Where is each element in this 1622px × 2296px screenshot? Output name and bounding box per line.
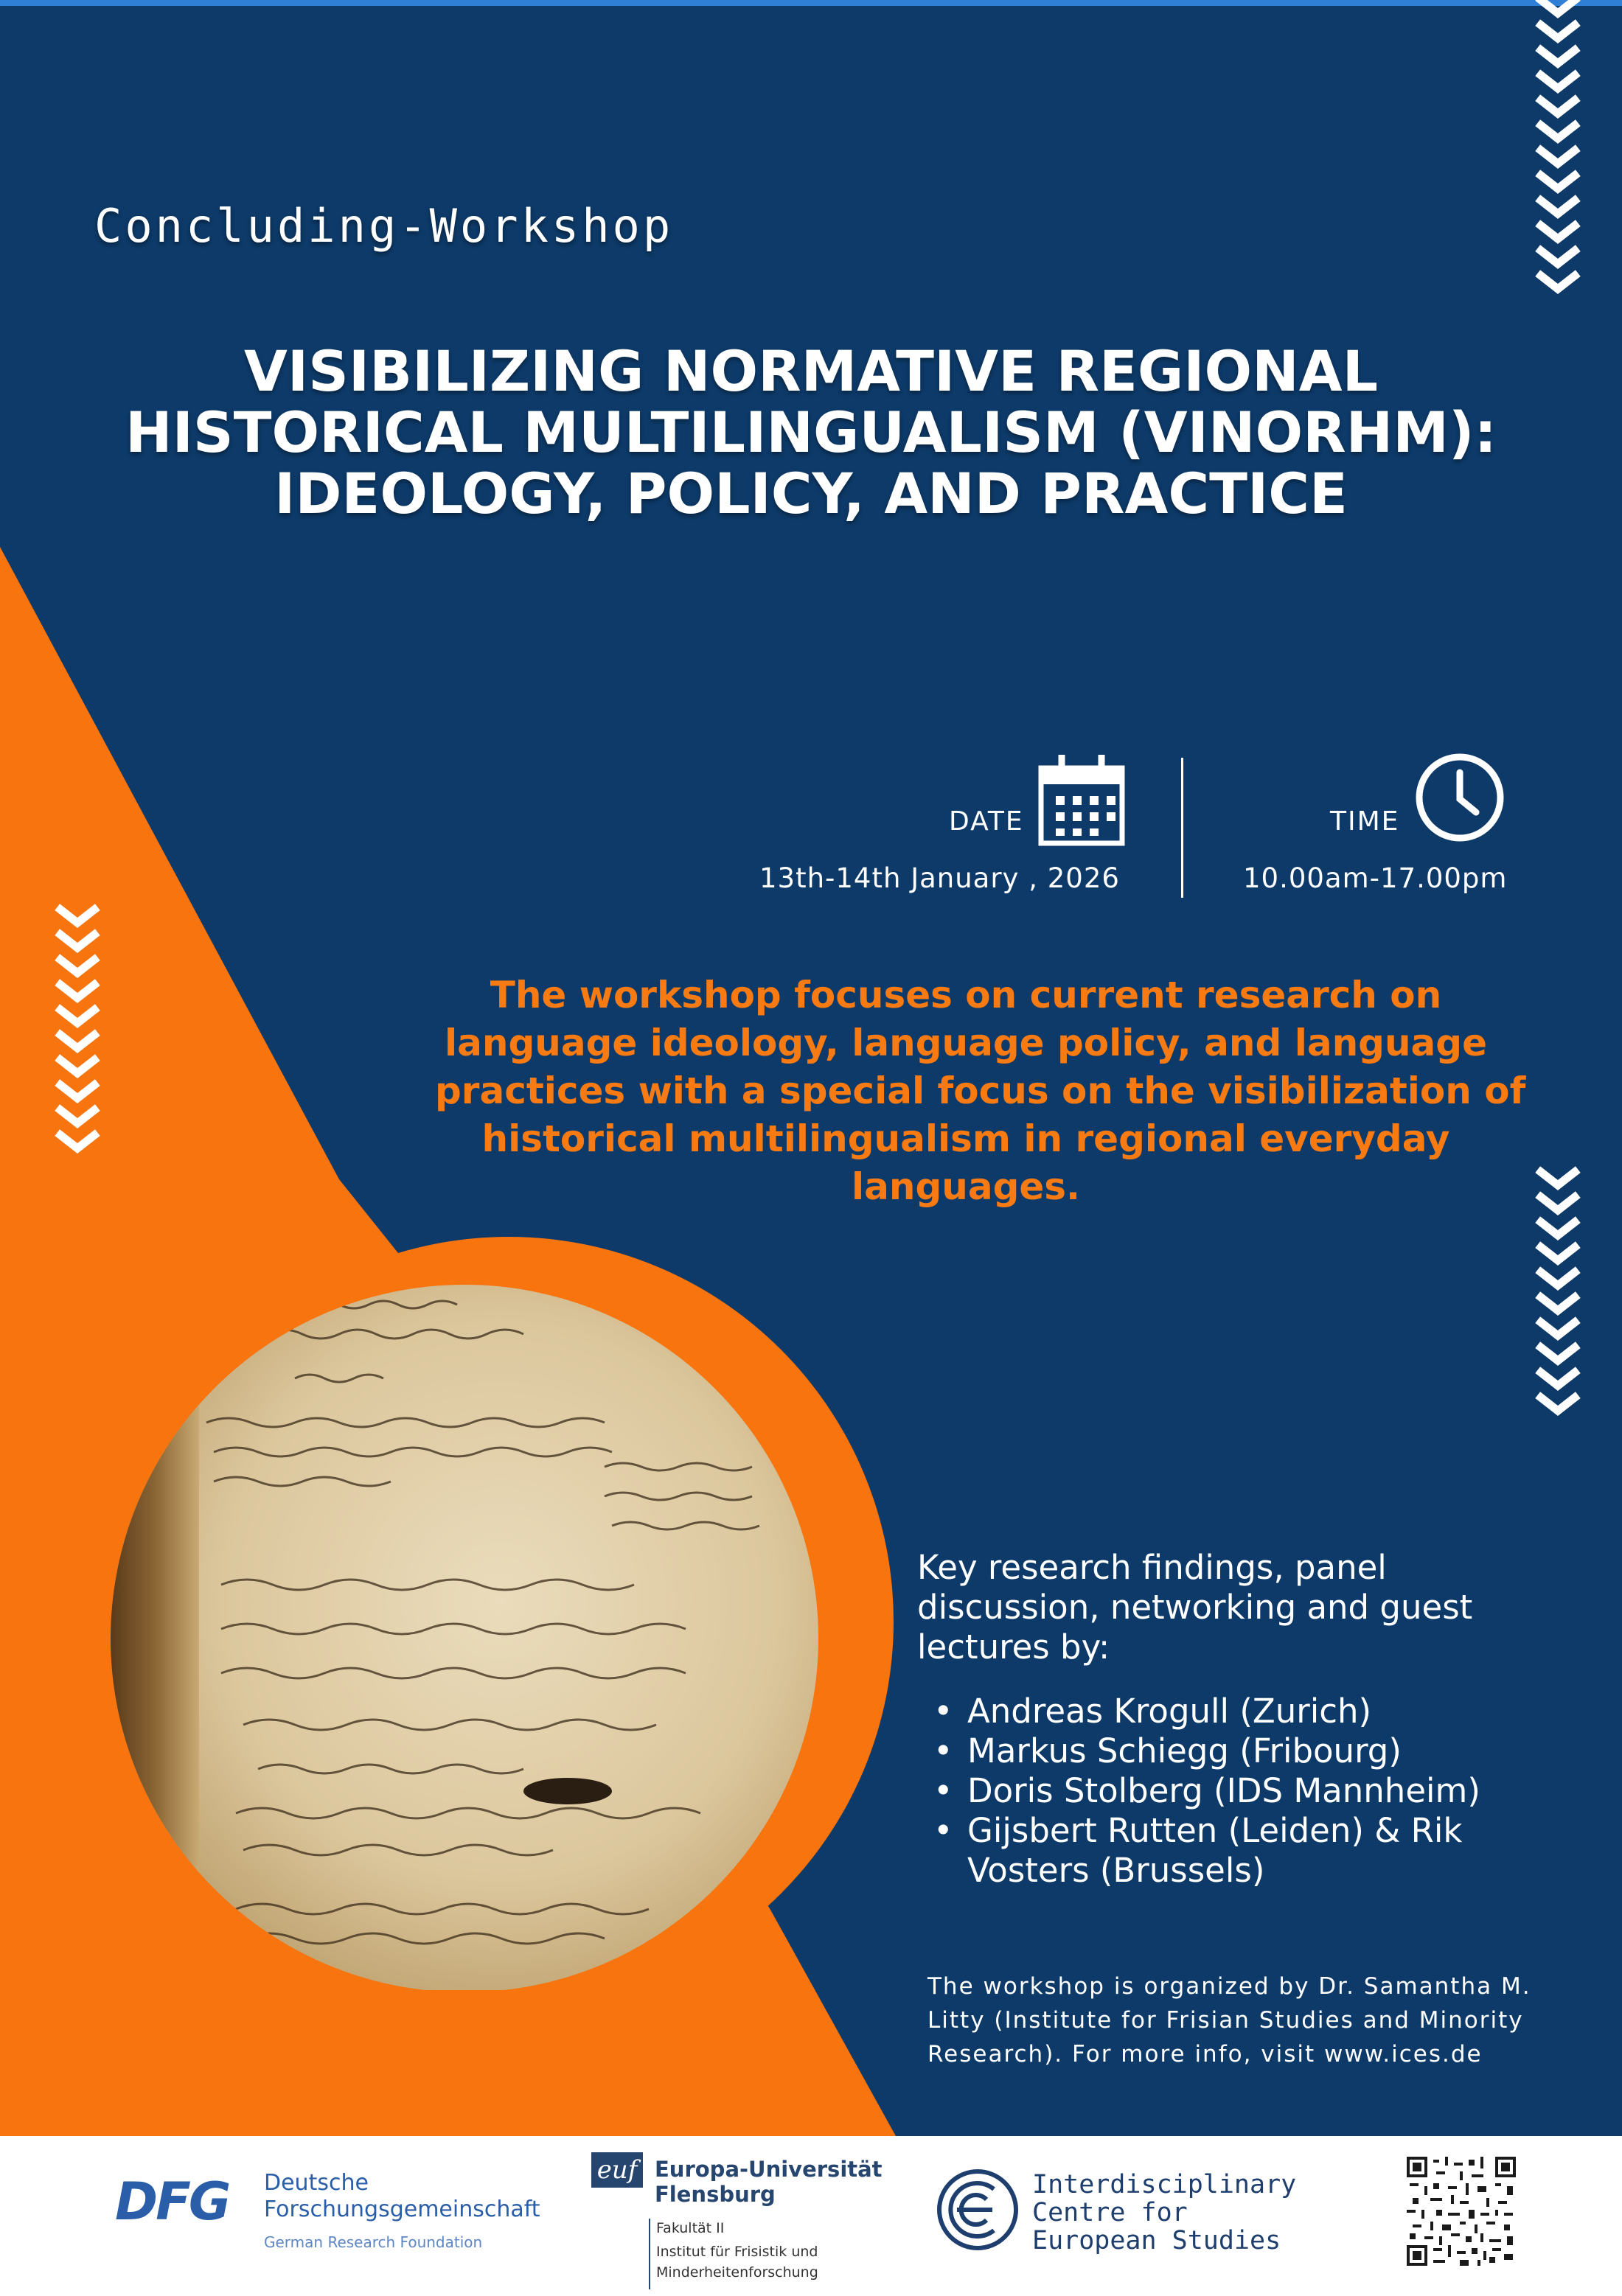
euf-institute-line: Institut für Frisistik und xyxy=(656,2244,818,2260)
manuscript-photo xyxy=(111,1283,818,1990)
speaker-item: • Andreas Krogull (Zurich) xyxy=(933,1692,1480,1731)
key-findings-intro xyxy=(917,1548,1551,1667)
organizer-line: Litty (Institute for Frisian Studies and Minority xyxy=(927,2007,1524,2034)
euf-logo: euf xyxy=(591,2152,643,2188)
speaker-item: • Doris Stolberg (IDS Mannheim) xyxy=(933,1771,1480,1811)
speaker-list xyxy=(933,1692,1480,1891)
key-findings-line: Key research findings, panel xyxy=(917,1548,1387,1587)
date-label: DATE xyxy=(949,806,1024,837)
focus-line: languages. xyxy=(851,1165,1081,1208)
title-line: VISIBILIZING NORMATIVE REGIONAL xyxy=(244,338,1378,404)
dfg-logo: DFG xyxy=(115,2171,229,2232)
speaker-item-continued: Vosters (Brussels) xyxy=(967,1851,1265,1890)
top-accent-bar xyxy=(0,0,1622,6)
ices-name-line: Centre for xyxy=(1032,2198,1188,2227)
ices-name-line: Interdisciplinary xyxy=(1032,2170,1297,2199)
page-title xyxy=(74,338,1548,526)
ices-emblem-icon xyxy=(935,2167,1020,2253)
focus-line: The workshop focuses on current research on xyxy=(490,974,1442,1016)
workshop-kicker: Concluding-Workshop xyxy=(94,199,674,253)
workshop-focus xyxy=(435,971,1526,1211)
qr-code-icon[interactable] xyxy=(1407,2157,1516,2266)
speaker-item: • Markus Schiegg (Fribourg) xyxy=(933,1731,1480,1771)
euf-faculty: Fakultät II xyxy=(656,2220,725,2236)
title-line: HISTORICAL MULTILINGUALISM (VINORHM): xyxy=(125,399,1497,465)
time-value: 10.00am-17.00pm xyxy=(1243,862,1508,894)
key-findings-line: discussion, networking and guest xyxy=(917,1588,1473,1627)
dfg-name-line: Forschungsgemeinschaft xyxy=(264,2196,540,2222)
organizer-line: Research). For more info, visit www.ices.de xyxy=(927,2041,1483,2068)
dfg-name-line: Deutsche xyxy=(264,2170,369,2196)
speaker-item: • Gijsbert Rutten (Leiden) & Rik xyxy=(933,1811,1480,1851)
time-label: TIME xyxy=(1330,806,1400,837)
key-findings-line: lectures by: xyxy=(917,1627,1110,1667)
euf-name-line: Flensburg xyxy=(655,2182,776,2207)
focus-line: practices with a special focus on the visibilization of xyxy=(435,1070,1526,1112)
ices-name-line: European Studies xyxy=(1032,2226,1281,2255)
focus-line: language ideology, language policy, and language xyxy=(444,1022,1487,1064)
organizer-line: The workshop is organized by Dr. Samantha M. xyxy=(927,1973,1531,2000)
date-value: 13th-14th January , 2026 xyxy=(759,862,1120,894)
focus-line: historical multilingualism in regional everyday xyxy=(481,1117,1450,1160)
euf-institute-line: Minderheitenforschung xyxy=(656,2264,818,2281)
euf-rule xyxy=(649,2219,650,2289)
euf-name-line: Europa-Universität xyxy=(655,2157,883,2182)
date-time-divider xyxy=(1181,758,1183,898)
dfg-english-name: German Research Foundation xyxy=(264,2233,483,2251)
organizer-note xyxy=(927,1969,1554,2071)
title-line: IDEOLOGY, POLICY, AND PRACTICE xyxy=(274,461,1348,526)
